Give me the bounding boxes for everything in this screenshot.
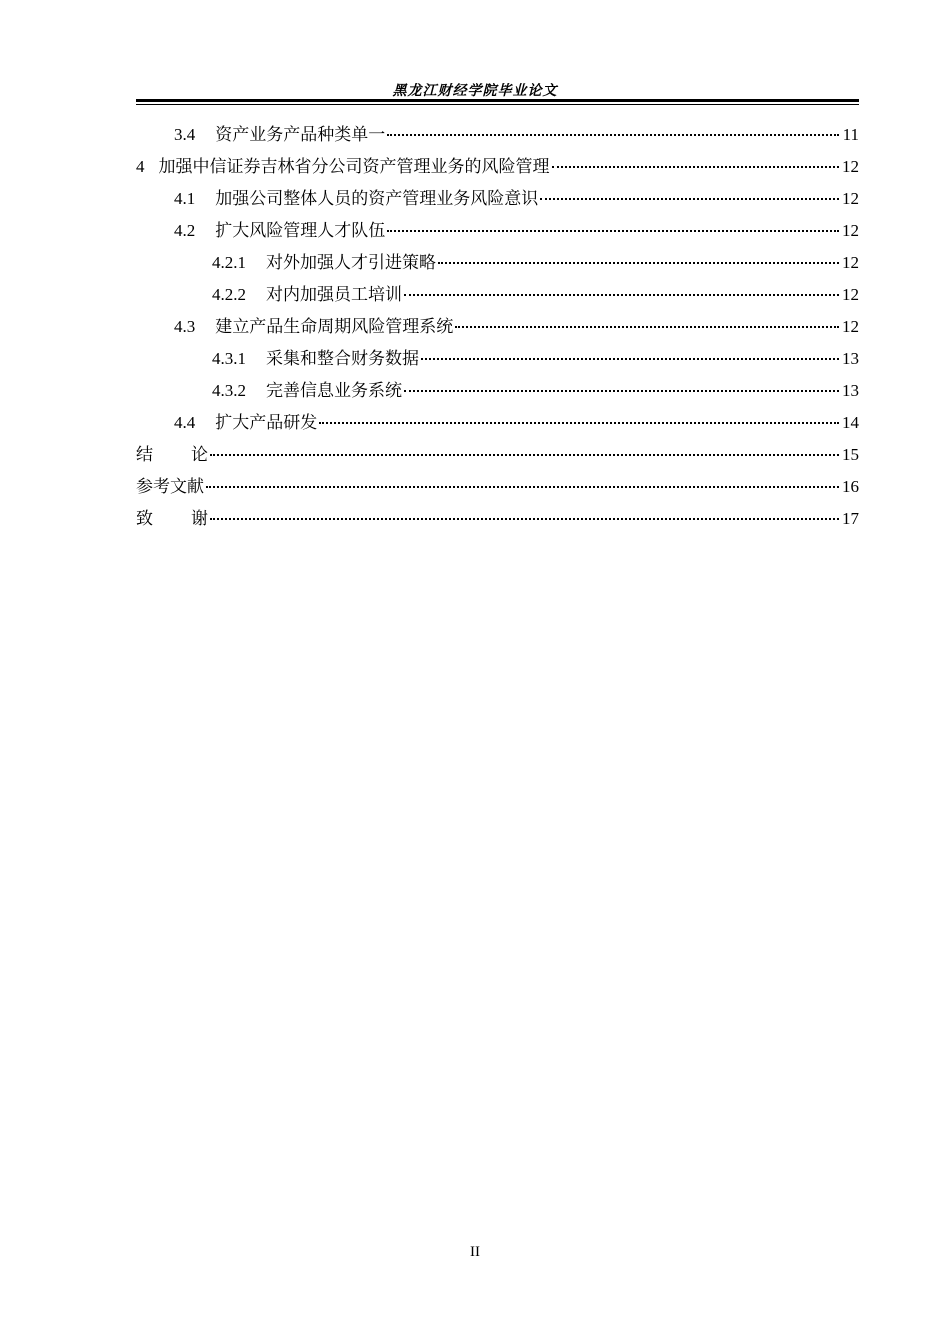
toc-entry-number: 4.2.2 [212, 285, 246, 304]
toc-entry-page: 12 [842, 285, 859, 304]
toc-entry[interactable] [136, 375, 859, 407]
toc-dot-leader [438, 261, 839, 264]
toc-entry-title: 参考文献 [136, 477, 204, 496]
toc-entry-page: 17 [842, 509, 859, 528]
toc-entry-number: 4.4 [174, 413, 196, 432]
toc-entry-page: 12 [842, 221, 859, 240]
toc-entry-number: 4.3.1 [212, 349, 246, 368]
toc-entry-conclusion[interactable] [136, 439, 859, 471]
toc-dot-leader [319, 421, 839, 424]
toc-entry-page: 11 [842, 125, 859, 144]
toc-entry-page: 12 [842, 189, 859, 208]
toc-entry-title-char: 结 [136, 445, 153, 464]
toc-entry-number: 4.2.1 [212, 253, 246, 272]
toc-entry-page: 15 [842, 445, 859, 464]
toc-dot-leader [210, 453, 839, 456]
toc-dot-leader [387, 133, 839, 136]
toc-entry-page: 14 [842, 413, 859, 432]
toc-entry-title: 完善信息业务系统 [266, 381, 402, 400]
toc-entry-title: 加强公司整体人员的资产管理业务风险意识 [215, 189, 539, 208]
toc-entry[interactable] [136, 311, 859, 343]
toc-entry-number: 4.2 [174, 221, 196, 240]
toc-entry-page: 12 [842, 157, 859, 176]
toc-dot-leader [455, 325, 839, 328]
toc-entry-page: 13 [842, 349, 859, 368]
toc-entry-title: 建立产品生命周期风险管理系统 [215, 317, 454, 336]
toc-entry-number: 4.3.2 [212, 381, 246, 400]
toc-dot-leader [421, 357, 839, 360]
toc-dot-leader [404, 293, 839, 296]
toc-entry-number: 4 [136, 157, 145, 176]
footer-page-number: II [470, 1244, 480, 1260]
toc-entry-title: 扩大产品研发 [215, 413, 318, 432]
toc-entry-title: 对内加强员工培训 [266, 285, 402, 304]
toc-entry-title: 资产业务产品种类单一 [215, 125, 386, 144]
toc-entry-page: 12 [842, 253, 859, 272]
toc-entry-acknowledgements[interactable] [136, 503, 859, 535]
toc-dot-leader [404, 389, 839, 392]
toc-entry-title: 扩大风险管理人才队伍 [215, 221, 386, 240]
toc-entry-title-char: 致 [136, 509, 153, 528]
toc-dot-leader [206, 485, 839, 488]
toc-entry[interactable] [136, 247, 859, 279]
toc-entry-page: 16 [842, 477, 859, 496]
toc-entry-title: 对外加强人才引进策略 [266, 253, 436, 272]
running-header-title: 黑龙江财经学院毕业论文 [392, 83, 558, 99]
toc-entry[interactable] [136, 151, 859, 183]
toc-entry-number: 3.4 [174, 125, 196, 144]
toc-entry-number: 4.3 [174, 317, 196, 336]
header-rule-thin [136, 104, 859, 105]
toc-entry[interactable] [136, 407, 859, 439]
toc-entry-page: 12 [842, 317, 859, 336]
toc-entry-title: 采集和整合财务数据 [266, 349, 419, 368]
toc-entry-title-char: 论 [191, 445, 208, 464]
toc-entry[interactable] [136, 343, 859, 375]
toc-entry[interactable] [136, 215, 859, 247]
toc-entry-title-char: 谢 [191, 509, 208, 528]
toc-dot-leader [387, 229, 839, 232]
toc-entry-number: 4.1 [174, 189, 196, 208]
table-of-contents [136, 119, 859, 535]
toc-entry[interactable] [136, 279, 859, 311]
toc-entry[interactable] [136, 183, 859, 215]
toc-dot-leader [210, 517, 839, 520]
header-rule-thick [136, 99, 859, 102]
toc-dot-leader [540, 197, 839, 200]
toc-entry-title: 加强中信证券吉林省分公司资产管理业务的风险管理 [158, 157, 550, 176]
toc-entry-references[interactable] [136, 471, 859, 503]
toc-entry[interactable] [136, 119, 859, 151]
toc-entry-page: 13 [842, 381, 859, 400]
toc-dot-leader [552, 165, 840, 168]
